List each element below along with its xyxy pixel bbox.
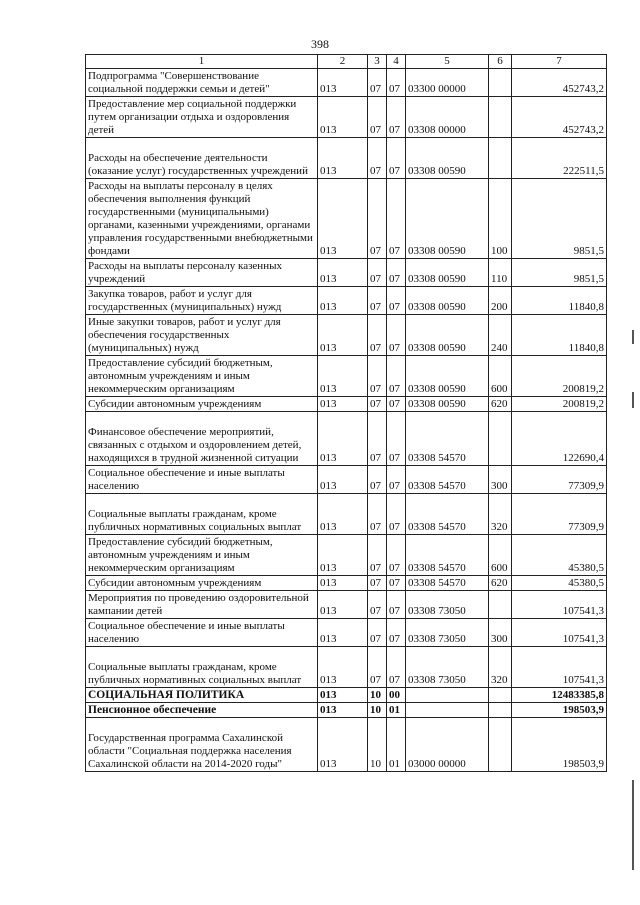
col-vedomstvo: 013 <box>318 412 368 466</box>
col-name: Мероприятия по проведению оздоровительной кампании детей <box>86 591 318 619</box>
col-vedomstvo: 013 <box>318 703 368 718</box>
col-razdel: 10 <box>368 688 387 703</box>
col-razdel: 07 <box>368 138 387 179</box>
scan-edge-mark <box>632 392 634 408</box>
col-tselevaya-statya: 03300 00000 <box>406 69 489 97</box>
col-amount: 11840,8 <box>512 315 607 356</box>
col-vid-raskhodov: 240 <box>489 315 512 356</box>
col-vedomstvo: 013 <box>318 138 368 179</box>
col-podrazdel: 00 <box>387 688 406 703</box>
col-name: Государственная программа Сахалинской области "Социальная поддержка населения Сахалинской области на 2014-2020 годы" <box>86 718 318 772</box>
page-number: 398 <box>311 37 329 51</box>
col-tselevaya-statya: 03308 54570 <box>406 535 489 576</box>
col-tselevaya-statya: 03308 73050 <box>406 647 489 688</box>
col-tselevaya-statya <box>406 688 489 703</box>
col-name: Расходы на выплаты персоналу в целях обеспечения выполнения функций государственными (муниципальными) органами, казенными учреждениями, органами управления государственными внебюджетными фондами <box>86 179 318 259</box>
col-tselevaya-statya: 03308 00590 <box>406 356 489 397</box>
col-name: Расходы на выплаты персоналу казенных учреждений <box>86 259 318 287</box>
table-row <box>86 287 607 315</box>
column-header-4: 4 <box>387 55 406 69</box>
col-razdel: 07 <box>368 647 387 688</box>
col-amount: 45380,5 <box>512 576 607 591</box>
col-podrazdel: 07 <box>387 494 406 535</box>
col-tselevaya-statya: 03308 00590 <box>406 179 489 259</box>
col-razdel: 07 <box>368 591 387 619</box>
col-vid-raskhodov <box>489 69 512 97</box>
col-vid-raskhodov <box>489 97 512 138</box>
col-razdel: 07 <box>368 576 387 591</box>
header-row <box>86 55 607 69</box>
col-podrazdel: 07 <box>387 315 406 356</box>
col-razdel: 07 <box>368 69 387 97</box>
col-podrazdel: 07 <box>387 356 406 397</box>
col-vid-raskhodov: 300 <box>489 466 512 494</box>
table-row <box>86 315 607 356</box>
col-razdel: 07 <box>368 179 387 259</box>
column-header-3: 3 <box>368 55 387 69</box>
col-razdel: 10 <box>368 718 387 772</box>
col-name: Предоставление мер социальной поддержки путем организации отдыха и оздоровления детей <box>86 97 318 138</box>
table-row <box>86 494 607 535</box>
col-podrazdel: 07 <box>387 576 406 591</box>
col-vedomstvo: 013 <box>318 179 368 259</box>
col-amount: 200819,2 <box>512 356 607 397</box>
col-tselevaya-statya: 03308 54570 <box>406 412 489 466</box>
col-amount: 77309,9 <box>512 466 607 494</box>
col-vid-raskhodov: 600 <box>489 535 512 576</box>
col-razdel: 07 <box>368 315 387 356</box>
col-amount: 222511,5 <box>512 138 607 179</box>
col-vid-raskhodov: 600 <box>489 356 512 397</box>
col-tselevaya-statya <box>406 703 489 718</box>
column-header-1: 1 <box>86 55 318 69</box>
col-razdel: 07 <box>368 412 387 466</box>
table-row <box>86 397 607 412</box>
col-razdel: 07 <box>368 356 387 397</box>
table-row <box>86 97 607 138</box>
col-tselevaya-statya: 03308 73050 <box>406 619 489 647</box>
col-podrazdel: 07 <box>387 466 406 494</box>
col-amount: 198503,9 <box>512 718 607 772</box>
col-razdel: 07 <box>368 535 387 576</box>
col-vid-raskhodov: 100 <box>489 179 512 259</box>
col-razdel: 07 <box>368 494 387 535</box>
table-row <box>86 647 607 688</box>
col-vedomstvo: 013 <box>318 647 368 688</box>
col-vid-raskhodov <box>489 703 512 718</box>
col-vid-raskhodov: 620 <box>489 397 512 412</box>
table-row <box>86 69 607 97</box>
col-tselevaya-statya: 03308 54570 <box>406 466 489 494</box>
table-row <box>86 138 607 179</box>
col-name: Пенсионное обеспечение <box>86 703 318 718</box>
col-vedomstvo: 013 <box>318 397 368 412</box>
col-name: Финансовое обеспечение мероприятий, связанных с отдыхом и оздоровлением детей, находящихся в трудной жизненной ситуации <box>86 412 318 466</box>
col-amount: 452743,2 <box>512 97 607 138</box>
column-header-7: 7 <box>512 55 607 69</box>
col-vid-raskhodov <box>489 688 512 703</box>
col-amount: 9851,5 <box>512 179 607 259</box>
col-vid-raskhodov: 110 <box>489 259 512 287</box>
col-podrazdel: 01 <box>387 718 406 772</box>
table-row <box>86 576 607 591</box>
col-vid-raskhodov: 300 <box>489 619 512 647</box>
col-name: Закупка товаров, работ и услуг для государственных (муниципальных) нужд <box>86 287 318 315</box>
col-tselevaya-statya: 03000 00000 <box>406 718 489 772</box>
col-name: Социальные выплаты гражданам, кроме публичных нормативных социальных выплат <box>86 647 318 688</box>
col-tselevaya-statya: 03308 00000 <box>406 97 489 138</box>
col-vedomstvo: 013 <box>318 718 368 772</box>
col-vedomstvo: 013 <box>318 97 368 138</box>
column-header-2: 2 <box>318 55 368 69</box>
col-podrazdel: 01 <box>387 703 406 718</box>
col-name: Предоставление субсидий бюджетным, автономным учреждениям и иным некоммерческим организациям <box>86 356 318 397</box>
col-amount: 107541,3 <box>512 591 607 619</box>
col-name: Подпрограмма "Совершенствование социальной поддержки семьи и детей" <box>86 69 318 97</box>
table-row <box>86 591 607 619</box>
col-razdel: 07 <box>368 619 387 647</box>
col-name: Субсидии автономным учреждениям <box>86 397 318 412</box>
col-name: Субсидии автономным учреждениям <box>86 576 318 591</box>
scan-edge-mark <box>632 780 634 870</box>
col-vedomstvo: 013 <box>318 287 368 315</box>
col-vid-raskhodov <box>489 138 512 179</box>
table-row <box>86 718 607 772</box>
col-tselevaya-statya: 03308 73050 <box>406 591 489 619</box>
col-vedomstvo: 013 <box>318 688 368 703</box>
col-vedomstvo: 013 <box>318 69 368 97</box>
col-podrazdel: 07 <box>387 97 406 138</box>
col-amount: 200819,2 <box>512 397 607 412</box>
col-podrazdel: 07 <box>387 138 406 179</box>
col-razdel: 07 <box>368 259 387 287</box>
col-amount: 12483385,8 <box>512 688 607 703</box>
col-podrazdel: 07 <box>387 179 406 259</box>
col-vedomstvo: 013 <box>318 356 368 397</box>
table-row <box>86 412 607 466</box>
col-podrazdel: 07 <box>387 535 406 576</box>
col-vedomstvo: 013 <box>318 535 368 576</box>
table-row <box>86 619 607 647</box>
col-podrazdel: 07 <box>387 259 406 287</box>
col-podrazdel: 07 <box>387 647 406 688</box>
table-row <box>86 688 607 703</box>
col-vid-raskhodov <box>489 412 512 466</box>
col-name: Социальное обеспечение и иные выплаты населению <box>86 466 318 494</box>
table-row <box>86 466 607 494</box>
table-row <box>86 356 607 397</box>
column-header-5: 5 <box>406 55 489 69</box>
col-razdel: 07 <box>368 287 387 315</box>
col-amount: 45380,5 <box>512 535 607 576</box>
col-podrazdel: 07 <box>387 287 406 315</box>
col-vedomstvo: 013 <box>318 591 368 619</box>
col-name: СОЦИАЛЬНАЯ ПОЛИТИКА <box>86 688 318 703</box>
col-vid-raskhodov: 320 <box>489 647 512 688</box>
scan-edge-mark <box>632 330 634 344</box>
col-vid-raskhodov: 620 <box>489 576 512 591</box>
budget-table <box>85 54 607 772</box>
table-row <box>86 259 607 287</box>
col-tselevaya-statya: 03308 00590 <box>406 287 489 315</box>
col-vedomstvo: 013 <box>318 259 368 287</box>
col-podrazdel: 07 <box>387 397 406 412</box>
col-tselevaya-statya: 03308 00590 <box>406 138 489 179</box>
col-amount: 452743,2 <box>512 69 607 97</box>
col-vedomstvo: 013 <box>318 466 368 494</box>
col-vid-raskhodov <box>489 718 512 772</box>
col-razdel: 07 <box>368 466 387 494</box>
col-podrazdel: 07 <box>387 591 406 619</box>
col-name: Социальное обеспечение и иные выплаты населению <box>86 619 318 647</box>
col-vid-raskhodov <box>489 591 512 619</box>
table-row <box>86 535 607 576</box>
col-name: Предоставление субсидий бюджетным, автономным учреждениям и иным некоммерческим организациям <box>86 535 318 576</box>
col-razdel: 07 <box>368 397 387 412</box>
col-amount: 198503,9 <box>512 703 607 718</box>
col-podrazdel: 07 <box>387 412 406 466</box>
col-vid-raskhodov: 200 <box>489 287 512 315</box>
col-name: Иные закупки товаров, работ и услуг для обеспечения государственных (муниципальных) нужд <box>86 315 318 356</box>
col-tselevaya-statya: 03308 00590 <box>406 259 489 287</box>
col-tselevaya-statya: 03308 54570 <box>406 494 489 535</box>
col-amount: 11840,8 <box>512 287 607 315</box>
col-tselevaya-statya: 03308 00590 <box>406 315 489 356</box>
col-razdel: 10 <box>368 703 387 718</box>
column-header-6: 6 <box>489 55 512 69</box>
col-vedomstvo: 013 <box>318 494 368 535</box>
table-row <box>86 703 607 718</box>
col-amount: 107541,3 <box>512 647 607 688</box>
col-razdel: 07 <box>368 97 387 138</box>
col-name: Расходы на обеспечение деятельности (оказание услуг) государственных учреждений <box>86 138 318 179</box>
table-row <box>86 179 607 259</box>
col-vedomstvo: 013 <box>318 619 368 647</box>
col-name: Социальные выплаты гражданам, кроме публичных нормативных социальных выплат <box>86 494 318 535</box>
col-vid-raskhodov: 320 <box>489 494 512 535</box>
col-tselevaya-statya: 03308 54570 <box>406 576 489 591</box>
col-tselevaya-statya: 03308 00590 <box>406 397 489 412</box>
col-amount: 9851,5 <box>512 259 607 287</box>
col-amount: 122690,4 <box>512 412 607 466</box>
col-amount: 77309,9 <box>512 494 607 535</box>
col-vedomstvo: 013 <box>318 315 368 356</box>
col-podrazdel: 07 <box>387 619 406 647</box>
col-amount: 107541,3 <box>512 619 607 647</box>
col-podrazdel: 07 <box>387 69 406 97</box>
col-vedomstvo: 013 <box>318 576 368 591</box>
